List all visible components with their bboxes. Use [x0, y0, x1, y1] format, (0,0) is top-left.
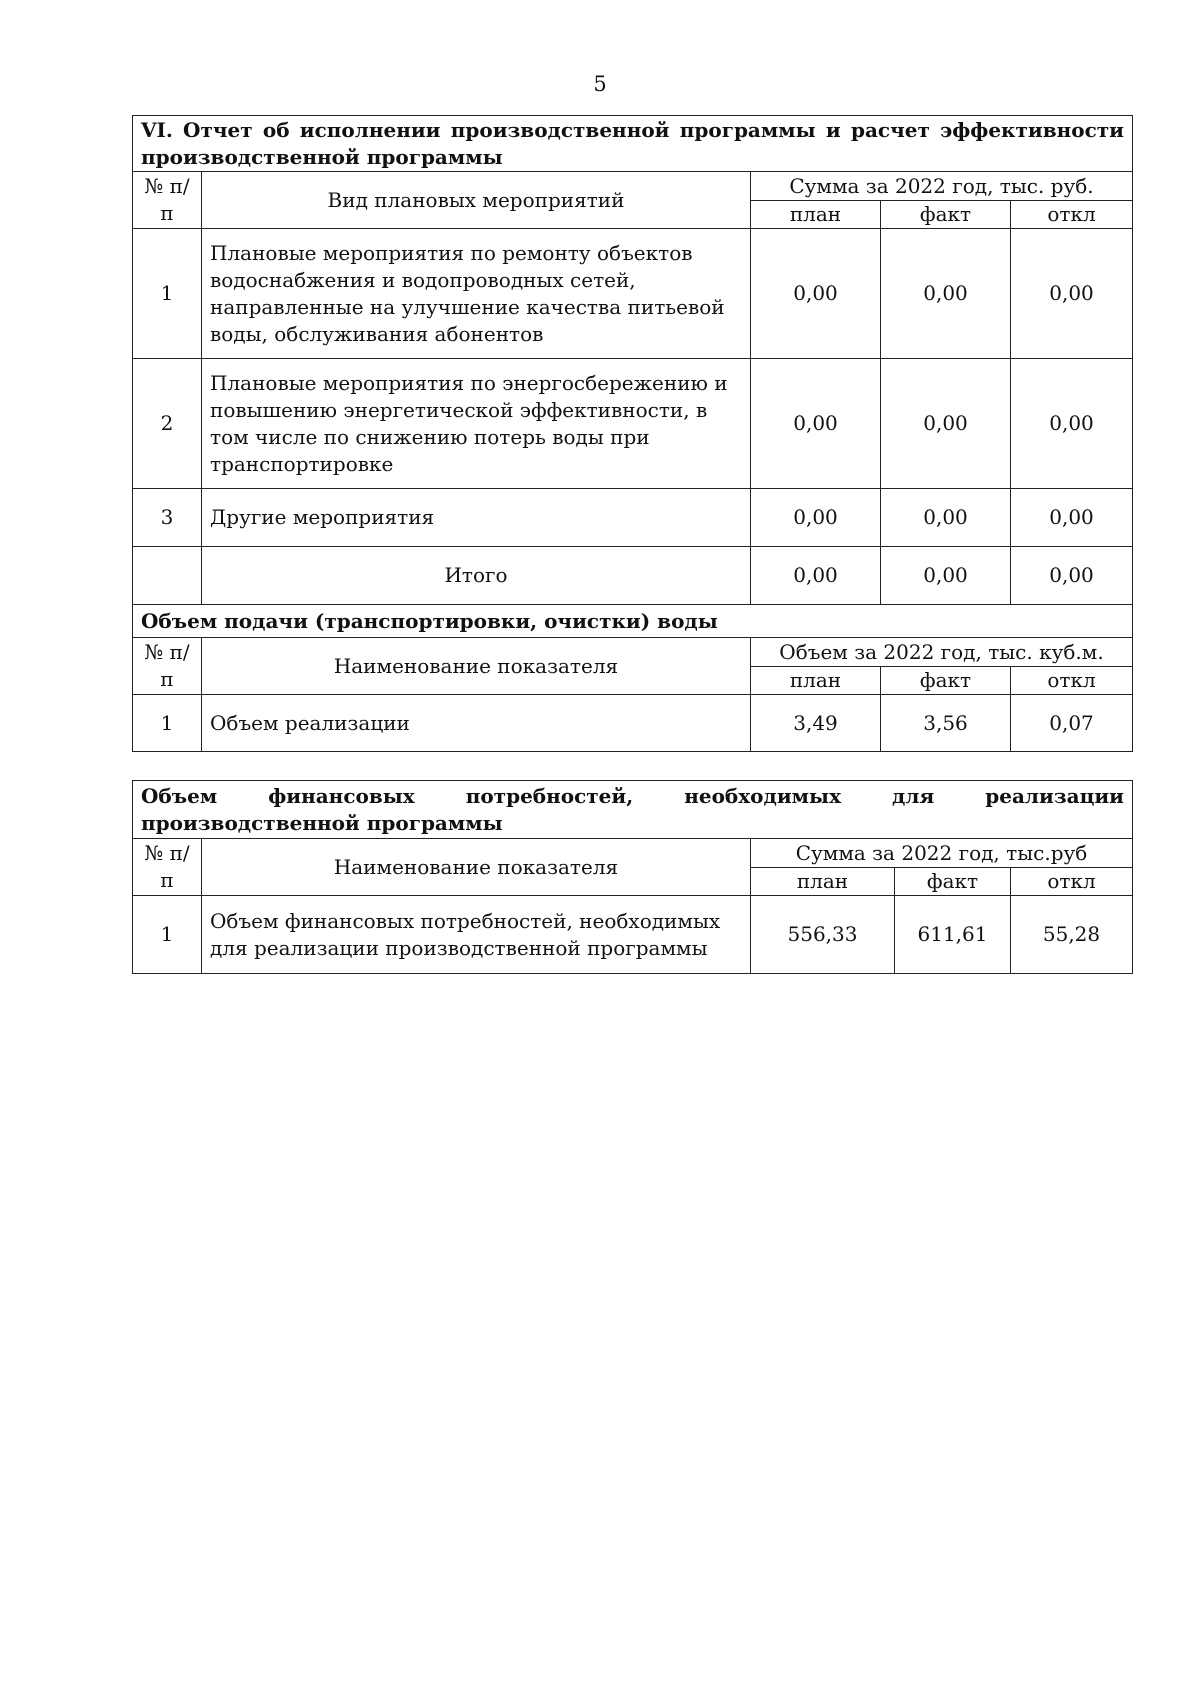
row-dev: 55,28 [1011, 896, 1133, 974]
col-num-header: № п/п [133, 172, 202, 229]
col-dev-header: откл [1011, 868, 1133, 896]
col-num-header: № п/п [133, 839, 202, 896]
total-plan: 0,00 [751, 547, 881, 605]
row-plan: 3,49 [751, 695, 881, 752]
financial-needs-title: Объем финансовых потребностей, необходимых для реализации производственной программы [133, 781, 1133, 839]
col-sum-header: Сумма за 2022 год, тыс.руб [751, 839, 1133, 868]
row-plan: 0,00 [751, 229, 881, 359]
row-fact: 611,61 [895, 896, 1011, 974]
col-plan-header: план [751, 201, 881, 229]
col-volume-header: Объем за 2022 год, тыс. куб.м. [751, 638, 1133, 667]
col-plan-header: план [751, 667, 881, 695]
row-dev: 0,00 [1011, 229, 1133, 359]
section-title: VI. Отчет об исполнении производственной программы и расчет эффективности производственной программы [133, 116, 1133, 172]
row-num: 3 [133, 489, 202, 547]
col-fact-header: факт [881, 201, 1011, 229]
row-name: Объем реализации [202, 695, 751, 752]
table-row [133, 359, 1133, 489]
table-row [133, 896, 1133, 974]
row-name: Плановые мероприятия по ремонту объектов водоснабжения и водопроводных сетей, направленные на улучшение качества питьевой воды, обслуживания абонентов [202, 229, 751, 359]
row-num: 1 [133, 695, 202, 752]
col-sum-header: Сумма за 2022 год, тыс. руб. [751, 172, 1133, 201]
col-fact-header: факт [881, 667, 1011, 695]
total-fact: 0,00 [881, 547, 1011, 605]
col-dev-header: откл [1011, 201, 1133, 229]
financial-needs-table [132, 780, 1133, 974]
total-dev: 0,00 [1011, 547, 1133, 605]
row-name: Плановые мероприятия по энергосбережению и повышению энергетической эффективности, в том числе по снижению потерь воды при транспортировке [202, 359, 751, 489]
col-plan-header: план [751, 868, 895, 896]
production-report-table [132, 115, 1133, 752]
row-name: Объем финансовых потребностей, необходимых для реализации производственной программы [202, 896, 751, 974]
row-dev: 0,00 [1011, 359, 1133, 489]
row-num: 1 [133, 896, 202, 974]
row-plan: 556,33 [751, 896, 895, 974]
row-fact: 0,00 [881, 359, 1011, 489]
row-name: Другие мероприятия [202, 489, 751, 547]
col-indicator-header: Наименование показателя [202, 638, 751, 695]
row-dev: 0,07 [1011, 695, 1133, 752]
col-num-header: № п/п [133, 638, 202, 695]
water-supply-title: Объем подачи (транспортировки, очистки) воды [133, 605, 1133, 638]
row-fact: 3,56 [881, 695, 1011, 752]
table-row [133, 489, 1133, 547]
row-num: 1 [133, 229, 202, 359]
row-num: 2 [133, 359, 202, 489]
table-row [133, 695, 1133, 752]
total-label: Итого [202, 547, 751, 605]
page-number: 5 [593, 72, 607, 96]
col-indicator-header: Наименование показателя [202, 839, 751, 896]
total-row [133, 547, 1133, 605]
col-dev-header: откл [1011, 667, 1133, 695]
col-fact-header: факт [895, 868, 1011, 896]
table-row [133, 229, 1133, 359]
row-fact: 0,00 [881, 489, 1011, 547]
total-num-cell [133, 547, 202, 605]
col-activity-header: Вид плановых мероприятий [202, 172, 751, 229]
row-plan: 0,00 [751, 359, 881, 489]
row-fact: 0,00 [881, 229, 1011, 359]
row-dev: 0,00 [1011, 489, 1133, 547]
row-plan: 0,00 [751, 489, 881, 547]
